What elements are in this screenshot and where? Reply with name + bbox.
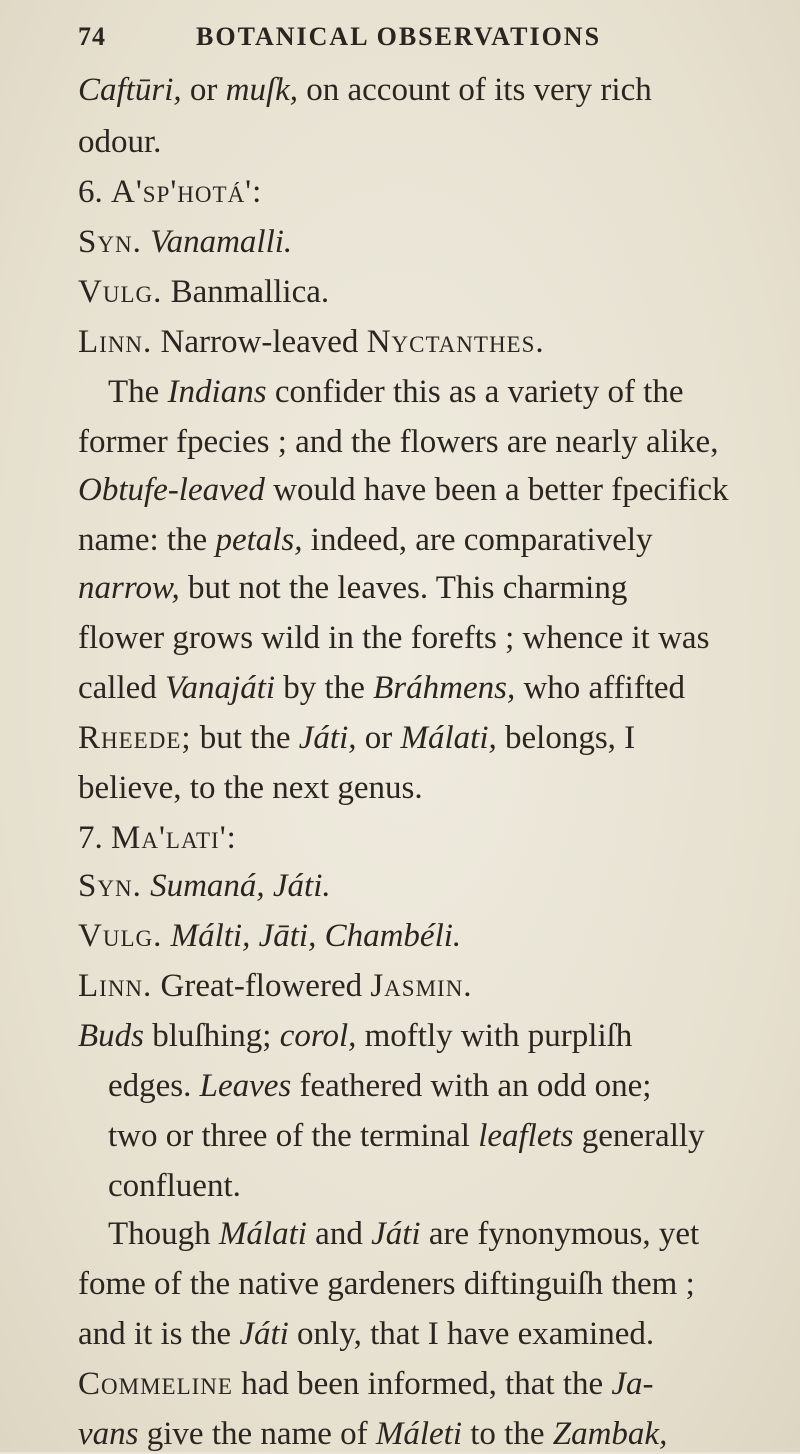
- text-run: feathered with an odd one;: [291, 1068, 652, 1104]
- text-line: [108, 372, 684, 412]
- text-run: Linn.: [78, 968, 153, 1004]
- text-run: Great-flowered: [152, 968, 371, 1004]
- text-line: [78, 668, 685, 708]
- text-run: confider this as a variety of the: [266, 374, 684, 410]
- text-run: had been informed, that the: [232, 1366, 612, 1402]
- text-run: Vanamalli.: [150, 224, 293, 260]
- text-run: Játi,: [298, 720, 357, 756]
- text-run: Vulg.: [78, 274, 163, 310]
- text-line: [78, 568, 627, 608]
- text-line: [78, 1264, 695, 1304]
- text-run: petals,: [215, 522, 303, 558]
- text-run: indeed, are comparatively: [302, 522, 653, 558]
- text-run: or: [181, 72, 226, 108]
- text-run: only, that I have examined.: [288, 1316, 655, 1352]
- text-run: muſk,: [225, 72, 299, 108]
- text-run: and it is the: [78, 1316, 240, 1352]
- text-run: odour.: [78, 124, 162, 160]
- text-run: Nyctanthes.: [366, 324, 545, 360]
- text-line: [108, 1116, 705, 1156]
- text-run: Sumaná, Játi.: [150, 868, 331, 904]
- text-run: Máleti: [375, 1416, 462, 1452]
- text-run: believe, to the next genus.: [78, 770, 423, 806]
- text-run: Indians: [167, 374, 267, 410]
- text-run: Málati,: [400, 720, 497, 756]
- text-line: [78, 1414, 667, 1454]
- text-run: former fpecies ; and the flowers are nearly alike,: [78, 424, 719, 460]
- text-run: Linn.: [78, 324, 153, 360]
- text-line: [78, 272, 329, 312]
- text-run: confluent.: [108, 1168, 241, 1204]
- text-line: [78, 520, 653, 560]
- text-run: A'sp'hotá':: [111, 174, 263, 210]
- text-run: Though: [108, 1216, 219, 1252]
- text-line: [78, 1016, 632, 1056]
- text-line: [78, 322, 545, 362]
- text-line: [78, 122, 161, 162]
- text-line: [108, 1214, 699, 1254]
- text-line: [78, 916, 461, 956]
- text-line: [78, 1364, 654, 1404]
- text-run: are fynonymous, yet: [420, 1216, 700, 1252]
- text-run: but not the leaves. This charming: [179, 570, 628, 606]
- text-run: to the: [462, 1416, 553, 1452]
- text-run: Narrow-leaved: [152, 324, 367, 360]
- page-number: 74: [78, 22, 106, 51]
- text-run: Obtufe-leaved: [78, 472, 265, 508]
- text-run: or: [356, 720, 401, 756]
- text-run: Málti, Jāti, Chambéli.: [170, 918, 462, 954]
- text-run: Vulg.: [78, 918, 163, 954]
- text-run: 6.: [78, 174, 111, 210]
- text-run: who affifted: [515, 670, 686, 706]
- text-run: and: [306, 1216, 372, 1252]
- text-run: Jasmin.: [370, 968, 473, 1004]
- text-run: narrow,: [78, 570, 180, 606]
- text-run: on account of its very rich: [298, 72, 652, 108]
- text-run: Syn.: [78, 868, 142, 904]
- text-run: Banmallica.: [162, 274, 330, 310]
- text-run: Málati: [218, 1216, 307, 1252]
- text-line: [78, 422, 718, 462]
- text-run: belongs, I: [496, 720, 636, 756]
- text-line: [78, 172, 262, 212]
- text-line: [78, 966, 473, 1006]
- text-run: Vanajáti: [165, 670, 276, 706]
- text-run: but the: [191, 720, 299, 756]
- text-run: [162, 918, 170, 954]
- text-run: moftly with purpliſh: [356, 1018, 633, 1054]
- text-run: Leaves: [199, 1068, 292, 1104]
- text-run: leaflets: [478, 1118, 574, 1154]
- text-run: Commeline: [78, 1366, 233, 1402]
- text-run: by the: [275, 670, 374, 706]
- text-line: [78, 1314, 654, 1354]
- text-run: Bráhmens,: [373, 670, 516, 706]
- text-run: vans: [78, 1416, 139, 1452]
- text-run: edges.: [108, 1068, 200, 1104]
- text-line: [108, 1166, 241, 1206]
- text-run: Caftūri,: [78, 72, 182, 108]
- text-run: two or three of the terminal: [108, 1118, 479, 1154]
- text-run: generally: [573, 1118, 705, 1154]
- text-run: give the name of: [138, 1416, 376, 1452]
- text-run: Ja-: [611, 1366, 654, 1402]
- text-line: [78, 866, 331, 906]
- text-line: [108, 1066, 651, 1106]
- text-line: [78, 718, 635, 758]
- text-run: Zambak,: [552, 1416, 668, 1452]
- text-run: flower grows wild in the forefts ; whence it was: [78, 620, 710, 656]
- text-run: [142, 224, 150, 260]
- text-run: corol,: [279, 1018, 357, 1054]
- text-run: fome of the native gardeners diftinguiſh them ;: [78, 1266, 695, 1302]
- running-head: BOTANICAL OBSERVATIONS: [196, 22, 602, 51]
- text-run: The: [108, 374, 168, 410]
- text-line: [78, 618, 709, 658]
- text-run: Játi: [239, 1316, 289, 1352]
- text-run: Játi: [371, 1216, 421, 1252]
- text-run: bluſhing;: [144, 1018, 280, 1054]
- text-line: [78, 470, 729, 510]
- text-line: [78, 70, 652, 110]
- text-run: would have been a better fpecifick: [264, 472, 729, 508]
- text-line: [78, 222, 292, 262]
- text-run: Rheede;: [78, 720, 192, 756]
- text-run: [142, 868, 150, 904]
- text-line: [78, 818, 237, 858]
- text-run: 7.: [78, 820, 111, 856]
- text-line: [78, 768, 423, 808]
- text-run: Ma'lati':: [111, 820, 237, 856]
- text-run: name: the: [78, 522, 216, 558]
- text-run: Buds: [78, 1018, 144, 1054]
- text-run: called: [78, 670, 166, 706]
- page-header: [78, 22, 760, 62]
- text-run: Syn.: [78, 224, 142, 260]
